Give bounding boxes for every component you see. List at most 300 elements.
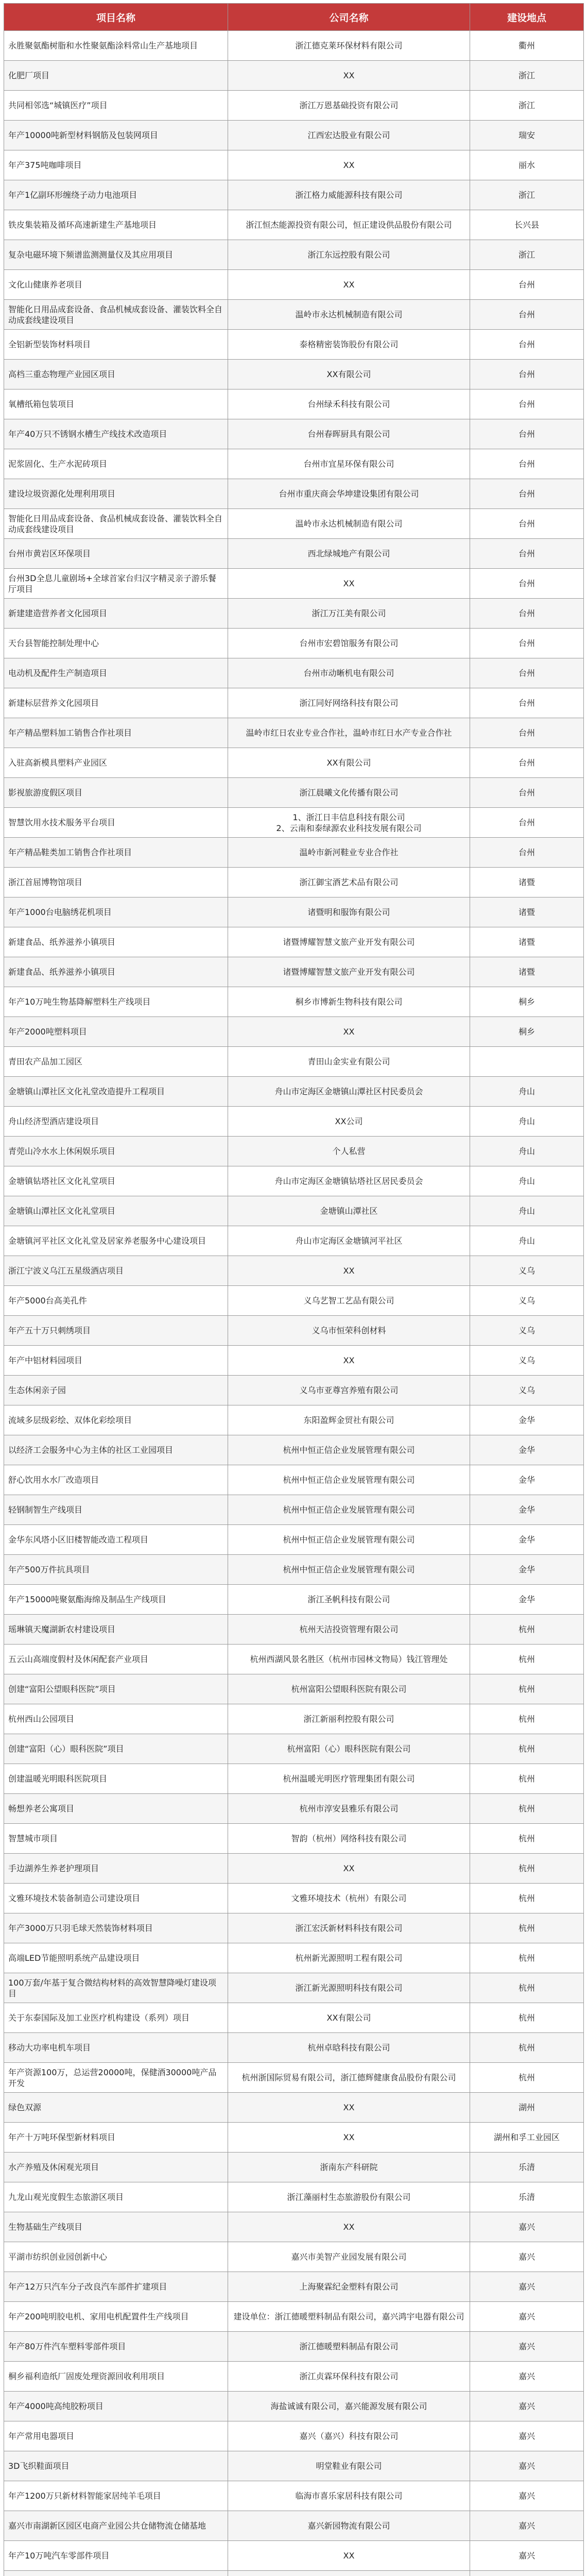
table-row [4, 927, 584, 957]
company-name-cell [228, 2571, 470, 2576]
table-row [4, 599, 584, 629]
project-name-cell: 创建“富阳（心）眼科医院”项目 [4, 1734, 228, 1764]
table-row [4, 31, 584, 61]
table-row [4, 957, 584, 987]
company-name-cell: 台州市重庆商会华坤建设集团有限公司 [228, 479, 470, 509]
company-name-cell: 台州市宜星环保有限公司 [228, 449, 470, 479]
table-row [4, 1256, 584, 1286]
location-cell: 杭州 [470, 1884, 584, 1913]
location-cell: 台州 [470, 360, 584, 389]
table-row [4, 1764, 584, 1794]
table-row [4, 389, 584, 419]
table-row [4, 1645, 584, 1674]
project-name-cell: 创建“富阳公望眼科医院”项目 [4, 1674, 228, 1704]
table-row [4, 778, 584, 808]
location-cell: 乐清 [470, 2182, 584, 2212]
location-cell: 杭州 [470, 1764, 584, 1794]
project-name-cell: 台州3D全息儿童剧场+全球首家台归汉字精灵亲子游乐餐厅项目 [4, 569, 228, 599]
table-row [4, 1435, 584, 1465]
project-name-cell: 九龙山观光度假生态旅游区项目 [4, 2182, 228, 2212]
location-cell: 嘉兴 [470, 2451, 584, 2481]
company-name-cell: 诸暨博耀智慧文旅产业开发有限公司 [228, 927, 470, 957]
project-name-cell: 复杂电磁环境下频谱监测测量仪及其应用项目 [4, 240, 228, 270]
project-name-cell: 绿色双源 [4, 2093, 228, 2123]
table-row [4, 2123, 584, 2153]
project-name-cell: 金华东风塔小区旧楼智能改造工程项目 [4, 1525, 228, 1555]
project-name-cell: 舒心饮用水水厂改造项目 [4, 1465, 228, 1495]
location-cell: 嘉兴 [470, 2362, 584, 2392]
location-cell: 杭州 [470, 1824, 584, 1854]
company-name-cell: XX [228, 270, 470, 300]
company-name-cell: 浙江德克莱环保材料有限公司 [228, 31, 470, 61]
company-name-cell: 嘉兴新园物流有限公司 [228, 2511, 470, 2541]
table-row [4, 2272, 584, 2302]
table-row [4, 987, 584, 1017]
location-cell: 舟山 [470, 1077, 584, 1107]
company-name-cell: 浙江万恩基础投资有限公司 [228, 91, 470, 121]
project-name-cell: 五云山高端度假村及休闲配套产业项目 [4, 1645, 228, 1674]
project-name-cell: 高档三重态物理产业园区项目 [4, 360, 228, 389]
table-row [4, 658, 584, 688]
project-name-cell: 智慧城市项目 [4, 1824, 228, 1854]
location-cell: 丽水 [470, 150, 584, 180]
company-name-cell: 温岭市永达机械制造有限公司 [228, 300, 470, 330]
company-name-cell: 1、浙江日丰信息科技有限公司 2、云南和泰绿源农业科技发展有限公司 [228, 808, 470, 838]
location-cell: 台州 [470, 330, 584, 360]
table-header-row [4, 4, 584, 31]
location-cell: 嘉兴 [470, 2272, 584, 2302]
project-name-cell: 年产2000吨塑料项目 [4, 1017, 228, 1047]
column-header-project-name: 项目名称 [4, 4, 228, 31]
company-name-cell: 个人私营 [228, 1137, 470, 1166]
project-name-cell: 新建建造营养者文化园项目 [4, 599, 228, 629]
location-cell: 台州 [470, 419, 584, 449]
table-row [4, 2332, 584, 2362]
project-name-cell: 年产200吨明胶电机、家用电机配置件生产线项目 [4, 2302, 228, 2332]
location-cell: 嘉兴 [470, 2332, 584, 2362]
project-name-cell: 年产375吨咖啡项目 [4, 150, 228, 180]
project-name-cell: 年产10万吨汽车零部件项目 [4, 2541, 228, 2571]
project-name-cell: 舟山经济型酒店建设项目 [4, 1107, 228, 1137]
location-cell: 金华 [470, 1555, 584, 1585]
project-name-cell: 创建温暖光明眼科医院项目 [4, 1764, 228, 1794]
project-name-cell: 年产12万只汽车分子改良汽车部件扩建项目 [4, 2272, 228, 2302]
project-name-cell: 平湖市纺织创业园创新中心 [4, 2242, 228, 2272]
location-cell: 义乌 [470, 1316, 584, 1346]
company-name-cell: 东阳盈辉金贸社有限公司 [228, 1405, 470, 1435]
table-row [4, 1913, 584, 1943]
project-name-cell: 年产40万只不锈钢水槽生产线技术改造项目 [4, 419, 228, 449]
location-cell: 舟山 [470, 1226, 584, 1256]
table-row [4, 838, 584, 868]
company-name-cell: 桐乡市博新生物科技有限公司 [228, 987, 470, 1017]
project-name-cell: 年产500万件抗具项目 [4, 1555, 228, 1585]
location-cell: 义乌 [470, 1286, 584, 1316]
table-row [4, 419, 584, 449]
location-cell: 浙江 [470, 91, 584, 121]
project-name-cell: 年产4000吨高纯胶粉项目 [4, 2392, 228, 2421]
location-cell: 舟山 [470, 1196, 584, 1226]
location-cell: 杭州 [470, 1854, 584, 1884]
company-name-cell: XX [228, 569, 470, 599]
table-row [4, 1854, 584, 1884]
project-name-cell: 100万套/年基于复合微结构材料的高效智慧降噪灯建设项目 [4, 1973, 228, 2003]
company-name-cell: 临海市喜乐家居科技有限公司 [228, 2481, 470, 2511]
table-row [4, 2392, 584, 2421]
location-cell: 台州 [470, 658, 584, 688]
location-cell [470, 1047, 584, 1077]
project-name-cell: 生物基础生产线项目 [4, 2212, 228, 2242]
project-name-cell: 化肥厂项目 [4, 61, 228, 91]
location-cell: 金华 [470, 1405, 584, 1435]
table-row [4, 2541, 584, 2571]
project-name-cell: 关于东泰国际及加工业医疗机构建设（系列）项目 [4, 2003, 228, 2033]
project-name-cell: 文化山健康养老项目 [4, 270, 228, 300]
company-name-cell: XX [228, 2212, 470, 2242]
location-cell: 金华 [470, 1465, 584, 1495]
column-header-company-name: 公司名称 [228, 4, 470, 31]
project-name-cell: 浙江宁波义乌江五星级酒店项目 [4, 1256, 228, 1286]
company-name-cell: XX [228, 1256, 470, 1286]
project-name-cell: 流域多层级彩绘、双体化彩绘项目 [4, 1405, 228, 1435]
location-cell: 桐乡 [470, 1017, 584, 1047]
company-name-cell: 温岭市永达机械制造有限公司 [228, 509, 470, 539]
table-row [4, 1943, 584, 1973]
location-cell: 浙江 [470, 61, 584, 91]
project-name-cell: 年产15000吨聚氨酯海绵及制品生产线项目 [4, 1585, 228, 1615]
table-row [4, 1376, 584, 1405]
location-cell: 浙江 [470, 180, 584, 210]
project-name-cell: 氧槽纸箱包装项目 [4, 389, 228, 419]
table-row [4, 1734, 584, 1764]
company-name-cell: 浙江格力威能源科技有限公司 [228, 180, 470, 210]
company-name-cell: XX [228, 1854, 470, 1884]
project-name-cell: 青田农产品加工园区 [4, 1047, 228, 1077]
table-row [4, 688, 584, 718]
table-row [4, 1346, 584, 1376]
location-cell: 义乌 [470, 1346, 584, 1376]
location-cell: 诸暨 [470, 868, 584, 897]
location-cell: 衢州 [470, 31, 584, 61]
project-name-cell: 年产10万吨生物基降解塑料生产线项目 [4, 987, 228, 1017]
project-name-cell: 新建标层营养文化园项目 [4, 688, 228, 718]
location-cell: 嘉兴 [470, 2511, 584, 2541]
company-name-cell: 浙江圣帆科技有限公司 [228, 1585, 470, 1615]
location-cell: 台州 [470, 629, 584, 658]
location-cell: 杭州 [470, 1674, 584, 1704]
table-row [4, 449, 584, 479]
company-name-cell: 金塘镇山潭社区 [228, 1196, 470, 1226]
company-name-cell: 温岭市红日农业专业合作社，温岭市红日水产专业合作社 [228, 718, 470, 748]
company-name-cell: XX [228, 2123, 470, 2153]
company-name-cell: XX [228, 2541, 470, 2571]
company-name-cell: 文雅环境技术（杭州）有限公司 [228, 1884, 470, 1913]
location-cell: 台州 [470, 479, 584, 509]
table-row [4, 1555, 584, 1585]
table-row [4, 2093, 584, 2123]
location-cell: 诸暨 [470, 927, 584, 957]
company-name-cell: XX [228, 2093, 470, 2123]
company-name-cell: 舟山市定海区金塘镇山潭社区村民委员会 [228, 1077, 470, 1107]
location-cell: 嘉兴 [470, 2392, 584, 2421]
company-name-cell: 上海聚霖纪金塑料有限公司 [228, 2272, 470, 2302]
table-row [4, 2153, 584, 2182]
project-name-cell: 金塘镇山潭社区文化礼堂改造提升工程项目 [4, 1077, 228, 1107]
company-name-cell: 杭州中恒正信企业发展管理有限公司 [228, 1555, 470, 1585]
location-cell: 嘉兴 [470, 2481, 584, 2511]
table-row [4, 748, 584, 778]
location-cell: 舟山 [470, 1166, 584, 1196]
company-name-cell: 浙江万江美有限公司 [228, 599, 470, 629]
location-cell: 台州 [470, 389, 584, 419]
table-row [4, 509, 584, 539]
location-cell: 杭州 [470, 1794, 584, 1824]
project-name-cell: 新建食品、纸养滋养小镇项目 [4, 927, 228, 957]
company-name-cell: 温岭市新河鞋业专业合作社 [228, 838, 470, 868]
location-cell: 舟山 [470, 1137, 584, 1166]
project-name-cell: 杭州西山公园项目 [4, 1704, 228, 1734]
project-name-cell: 泥浆固化、生产水泥砖项目 [4, 449, 228, 479]
location-cell: 台州 [470, 838, 584, 868]
project-name-cell: 金塘镇山潭社区文化礼堂项目 [4, 1196, 228, 1226]
location-cell: 舟山 [470, 1107, 584, 1137]
project-name-cell: 金塘镇钻塔社区文化礼堂项目 [4, 1166, 228, 1196]
project-name-cell: 年产1亿副环形缠绕子动力电池项目 [4, 180, 228, 210]
company-name-cell: 杭州中恒正信企业发展管理有限公司 [228, 1525, 470, 1555]
location-cell: 台州 [470, 539, 584, 569]
company-name-cell: 舟山市定海区金塘镇钻塔社区居民委员会 [228, 1166, 470, 1196]
location-cell: 台州 [470, 509, 584, 539]
location-cell: 杭州 [470, 2063, 584, 2093]
location-cell: 杭州 [470, 1913, 584, 1943]
project-name-cell: 水产养殖及休闲观光项目 [4, 2153, 228, 2182]
project-name-cell: 年产10000吨新型材料钢筋及包装网项目 [4, 121, 228, 150]
project-name-cell: 新建食品、纸养滋养小镇项目 [4, 957, 228, 987]
project-name-cell: 浙江首屈博物馆项目 [4, 868, 228, 897]
table-row [4, 2421, 584, 2451]
location-cell: 湖州和孚工业园区 [470, 2123, 584, 2153]
location-cell: 嘉兴 [470, 2541, 584, 2571]
table-row [4, 180, 584, 210]
table-row [4, 1973, 584, 2003]
company-name-cell: XX有限公司 [228, 360, 470, 389]
company-name-cell: 青田山金实业有限公司 [228, 1047, 470, 1077]
table-row [4, 1884, 584, 1913]
company-name-cell: 杭州天洁投资管理有限公司 [228, 1615, 470, 1645]
table-row [4, 61, 584, 91]
company-name-cell: 诸暨明和服饰有限公司 [228, 897, 470, 927]
company-name-cell: 浙江同好网络科技有限公司 [228, 688, 470, 718]
location-cell: 台州 [470, 569, 584, 599]
project-name-cell: 嘉兴市南湖新区园区电商产业园公共仓储物流仓储基地 [4, 2511, 228, 2541]
project-name-cell: 金塘镇河平社区文化礼堂及居家养老服务中心建设项目 [4, 1226, 228, 1256]
table-row [4, 808, 584, 838]
project-name-cell: 台州市黄岩区环保项目 [4, 539, 228, 569]
location-cell: 台州 [470, 808, 584, 838]
table-row [4, 1495, 584, 1525]
table-row [4, 1585, 584, 1615]
table-row [4, 718, 584, 748]
location-cell: 杭州 [470, 2033, 584, 2063]
project-name-cell: 铁皮集装箱及循环高速新建生产基地项目 [4, 210, 228, 240]
company-name-cell: 杭州市淳安县雅乐有限公司 [228, 1794, 470, 1824]
table-row [4, 1525, 584, 1555]
project-name-cell: 智能化日用品成套设备、食品机械成套设备、灌装饮料全自动成套线建设项目 [4, 509, 228, 539]
table-row [4, 868, 584, 897]
project-name-cell: 年产精品鞋类加工销售合作社项目 [4, 838, 228, 868]
project-name-cell: 高端LED节能照明系统产品建设项目 [4, 1943, 228, 1973]
table-row [4, 1107, 584, 1137]
location-cell: 嘉兴 [470, 2421, 584, 2451]
project-name-cell: 智能化日用品成套设备、食品机械成套设备、灌装饮料全自动成套线建设项目 [4, 300, 228, 330]
company-name-cell: 泰格精密装饰股份有限公司 [228, 330, 470, 360]
company-name-cell: 台州绿禾科技有限公司 [228, 389, 470, 419]
location-cell: 杭州 [470, 1645, 584, 1674]
location-cell: 诸暨 [470, 957, 584, 987]
company-name-cell: 杭州新光源照明工程有限公司 [228, 1943, 470, 1973]
project-name-cell: 移动大功率电机车项目 [4, 2033, 228, 2063]
company-name-cell: 义乌艺智工艺品有限公司 [228, 1286, 470, 1316]
project-name-cell: 年产常用电器项目 [4, 2421, 228, 2451]
table-row [4, 330, 584, 360]
table-row [4, 1137, 584, 1166]
location-cell: 浙江 [470, 240, 584, 270]
table-row [4, 1615, 584, 1645]
table-row [4, 1405, 584, 1435]
company-name-cell: 义乌市恒荣科创材料 [228, 1316, 470, 1346]
company-name-cell: XX [228, 1017, 470, 1047]
company-name-cell: XX [228, 61, 470, 91]
location-cell: 台州 [470, 718, 584, 748]
table-row [4, 2511, 584, 2541]
project-name-cell: 畅想养老公寓项目 [4, 1794, 228, 1824]
company-name-cell: XX有限公司 [228, 748, 470, 778]
table-row [4, 2063, 584, 2093]
project-name-cell: 年产精品塑料加工销售合作社项目 [4, 718, 228, 748]
company-name-cell: 智韵（杭州）网络科技有限公司 [228, 1824, 470, 1854]
table-body [4, 31, 584, 2576]
company-name-cell: XX [228, 1346, 470, 1376]
table-row [4, 91, 584, 121]
company-name-cell: 杭州富阳公望眼科医院有限公司 [228, 1674, 470, 1704]
table-row [4, 2571, 584, 2576]
project-name-cell: 智慧饮用水技术服务平台项目 [4, 808, 228, 838]
company-name-cell: 嘉兴（嘉兴）科技有限公司 [228, 2421, 470, 2451]
table-row [4, 479, 584, 509]
project-name-cell: 共同相邻选“城镇医疗”项目 [4, 91, 228, 121]
table-row [4, 2451, 584, 2481]
project-name-cell: 年产五十万只刺绣项目 [4, 1316, 228, 1346]
project-name-cell: 桐乡福利造纸厂固废处理资源回收利用项目 [4, 2362, 228, 2392]
location-cell: 嘉兴 [470, 2212, 584, 2242]
table-row [4, 1226, 584, 1256]
table-row [4, 2003, 584, 2033]
project-table [4, 3, 584, 2576]
company-name-cell: 浙江藻丽村生态旅游股份有限公司 [228, 2182, 470, 2212]
project-name-cell: 3D飞织鞋面项目 [4, 2451, 228, 2481]
project-name-cell: 生态休闲亲子园 [4, 1376, 228, 1405]
table-row [4, 897, 584, 927]
table-row [4, 539, 584, 569]
company-name-cell: 舟山市定海区金塘镇河平社区 [228, 1226, 470, 1256]
location-cell: 嘉兴 [470, 2242, 584, 2272]
project-name-cell: 影视旅游度假区项目 [4, 778, 228, 808]
location-cell: 诸暨 [470, 897, 584, 927]
location-cell: 杭州 [470, 1734, 584, 1764]
company-name-cell: 浙江宏沃新材料科技有限公司 [228, 1913, 470, 1943]
company-name-cell: XX公司 [228, 1107, 470, 1137]
company-name-cell: 杭州中恒正信企业发展管理有限公司 [228, 1435, 470, 1465]
company-name-cell: 杭州浙国际贸易有限公司，浙江德辉健康食品股份有限公司 [228, 2063, 470, 2093]
company-name-cell: XX [228, 150, 470, 180]
company-name-cell: 浙南东产科研院 [228, 2153, 470, 2182]
location-cell: 嘉兴 [470, 2302, 584, 2332]
table-row [4, 121, 584, 150]
company-name-cell: 建设单位：浙江德暖塑料制品有限公司，嘉兴鸿宇电器有限公司 [228, 2302, 470, 2332]
project-name-cell: 全铝新型装饰材料项目 [4, 330, 228, 360]
location-cell: 金华 [470, 1435, 584, 1465]
table-row [4, 2212, 584, 2242]
company-name-cell: 浙江新光源照明科技有限公司 [228, 1973, 470, 2003]
table-row [4, 1077, 584, 1107]
table-row [4, 1017, 584, 1047]
location-cell: 金华 [470, 1495, 584, 1525]
table-row [4, 1166, 584, 1196]
location-cell: 台州 [470, 300, 584, 330]
location-cell: 湖州 [470, 2093, 584, 2123]
company-name-cell: 义乌市亚尊宫养殖有限公司 [228, 1376, 470, 1405]
table-row [4, 1704, 584, 1734]
column-header-location: 建设地点 [470, 4, 584, 31]
table-row [4, 210, 584, 240]
company-name-cell: 嘉兴市美智产业园发展有限公司 [228, 2242, 470, 2272]
location-cell: 杭州 [470, 1973, 584, 2003]
location-cell: 台州 [470, 270, 584, 300]
company-name-cell: 杭州中恒正信企业发展管理有限公司 [228, 1465, 470, 1495]
table-row [4, 2302, 584, 2332]
project-name-cell: 年产1200万只新材料智能家居纯羊毛项目 [4, 2481, 228, 2511]
company-name-cell: XX有限公司 [228, 2003, 470, 2033]
table-row [4, 150, 584, 180]
table-row [4, 629, 584, 658]
location-cell: 乐清 [470, 2153, 584, 2182]
company-name-cell: 浙江新丽利控股有限公司 [228, 1704, 470, 1734]
company-name-cell: 浙江晨曦文化传播有限公司 [228, 778, 470, 808]
company-name-cell: 台州市宏碧馆服务有限公司 [228, 629, 470, 658]
location-cell: 杭州 [470, 1704, 584, 1734]
project-name-cell: 永胜聚氨酯树脂和水性聚氨酯涂料常山生产基地项目 [4, 31, 228, 61]
table-row [4, 1465, 584, 1495]
table-row [4, 2481, 584, 2511]
company-name-cell: 杭州卓晗科技有限公司 [228, 2033, 470, 2063]
company-name-cell: 杭州西湖风景名胜区（杭州市园林文物局）钱江管理处 [228, 1645, 470, 1674]
company-name-cell: 西北绿城地产有限公司 [228, 539, 470, 569]
project-name-cell: 天台县智能控制处理中心 [4, 629, 228, 658]
company-name-cell: 台州市动晰机电有限公司 [228, 658, 470, 688]
table-row [4, 2182, 584, 2212]
table-row [4, 2242, 584, 2272]
table-row [4, 1196, 584, 1226]
company-name-cell: 浙江德暖塑料制品有限公司 [228, 2332, 470, 2362]
location-cell: 台州 [470, 748, 584, 778]
project-name-cell: 文雅环境技术装备制造公司建设项目 [4, 1884, 228, 1913]
company-name-cell: 明堂鞋业有限公司 [228, 2451, 470, 2481]
company-name-cell: 海盐诚诚有限公司，嘉兴能源发展有限公司 [228, 2392, 470, 2421]
company-name-cell: 杭州温暖光明医疗管理集团有限公司 [228, 1764, 470, 1794]
company-name-cell: 浙江恒杰能源投资有限公司，恒正建设供品股份有限公司 [228, 210, 470, 240]
project-name-cell: 电动机及配件生产制造项目 [4, 658, 228, 688]
company-name-cell: 浙江御宝酒艺术品有限公司 [228, 868, 470, 897]
